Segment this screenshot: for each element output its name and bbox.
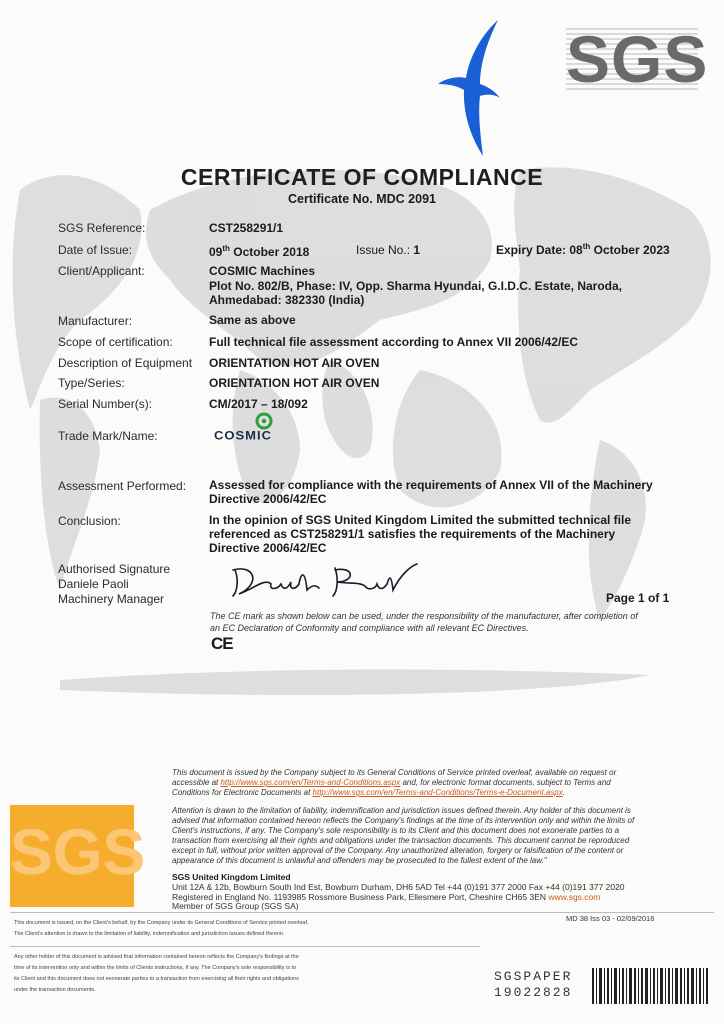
- client-label: Client/Applicant:: [58, 264, 145, 278]
- client-address-line1: Plot No. 802/B, Phase: IV, Opp. Sharma Hyundai, G.I.D.C. Estate, Naroda,: [209, 279, 622, 293]
- footer-divider: [10, 912, 714, 913]
- e-document-terms-link[interactable]: http://www.sgs.com/en/Terms-and-Conditions/Terms-e-Document.aspx: [312, 788, 563, 797]
- conclusion-label: Conclusion:: [58, 514, 121, 528]
- serial-label: Serial Number(s):: [58, 397, 153, 411]
- description-label: Description of Equipment: [58, 356, 193, 370]
- signatory-name: Daniele Paoli: [58, 577, 129, 591]
- sgs-reference-value: CST258291/1: [209, 221, 284, 235]
- company-address: Unit 12A & 12b, Bowburn South Ind Est, Bowburn Durham, DH6 5AD Tel +44 (0)191 377 2000 Fax +44 (0)191 377 2020 Registered in England No. 1193985 Rossmore Business Park, Ellesmere Port, Cheshire CH65 3EN www.sgs.com Member of SGS Group (SGS SA): [172, 882, 625, 911]
- trademark-label: Trade Mark/Name:: [58, 429, 158, 443]
- ce-mark-note: The CE mark as shown below can be used, under the responsibility of the manufacturer, after completion of an EC Declaration of Conformity and compliance with all relevant EC Directives.: [210, 611, 638, 633]
- scope-value: Full technical file assessment according to Annex VII 2006/42/EC: [209, 335, 579, 349]
- sgs-bird-logo: [428, 18, 506, 158]
- footer-terms-paragraph: This document is issued by the Company subject to its General Conditions of Service printed overleaf, available on request or accessible at http://www.sgs.com/en/Terms-and-Conditions.aspx and, for electronic format documents, subject to Terms and Conditions for Electronic Documents at http://www.sgs.com/en/Terms-and-Conditions/Terms-e-Document.aspx.: [172, 768, 617, 797]
- sgs-orange-logo: SGS: [10, 805, 134, 907]
- assessment-value: Assessed for compliance with the requirements of Annex VII of the Machinery Directive 2006/42/EC: [209, 478, 653, 506]
- small-print-2: Any other holder of this document is advised that information contained hereon reflects the Company's findings at the time of its intervention only and within the limits of Clients instructions, if any. The Company's sole responsibility is to its Client and this document does not exonerate parties to a transaction from exercising all their rights and obligations under the transaction documents.: [14, 954, 299, 993]
- document-reference: MD 38 Iss 03 - 02/09/2016: [566, 914, 655, 923]
- small-print-1: This document is issued, on the Client's behalf, by the Company under its General Conditions of Service printed overleaf. The Client's attention is drawn to the limitation of liability, indemnification and jurisdiction issues defined therein.: [14, 920, 309, 937]
- handwritten-signature: [225, 560, 420, 602]
- ce-mark-icon: CE: [211, 634, 233, 653]
- client-name: COSMIC Machines: [209, 264, 316, 278]
- page-indicator: Page 1 of 1: [606, 591, 670, 605]
- assessment-label: Assessment Performed:: [58, 479, 187, 493]
- type-series-value: ORIENTATION HOT AIR OVEN: [209, 376, 380, 390]
- conclusion-value: In the opinion of SGS United Kingdom Limited the submitted technical file referenced as CST258291/1 satisfies the requirements of the Machinery Directive 2006/42/EC: [209, 513, 632, 555]
- issue-no-value: 1: [413, 243, 421, 257]
- sgs-paper-serial: [494, 969, 572, 1001]
- signatory-block: [58, 562, 170, 607]
- scope-label: Scope of certification:: [58, 335, 173, 349]
- authorised-signature-label: Authorised Signature: [58, 562, 171, 576]
- sgs-paper-number: 19022828: [494, 985, 573, 1000]
- footer-divider-2: [10, 946, 480, 947]
- certificate-title: CERTIFICATE OF COMPLIANCE: [180, 164, 544, 190]
- serial-value: CM/2017 – 18/092: [209, 397, 308, 411]
- barcode-icon: [592, 968, 708, 1004]
- date-of-issue-label: Date of Issue:: [58, 243, 133, 257]
- sgs-website-link[interactable]: www.sgs.com: [548, 891, 601, 902]
- date-of-issue-value: 09th October 2018: [209, 244, 310, 259]
- manufacturer-value: Same as above: [209, 313, 296, 327]
- certificate-number: Certificate No. MDC 2091: [288, 192, 436, 206]
- issue-no-label: Issue No.:: [356, 243, 411, 257]
- footer-liability-paragraph: Attention is drawn to the limitation of liability, indemnification and jurisdiction issues defined therein. Any holder of this document is advised that information contained hereon reflects the Company's findings at the time of its intervention only and within the limits of Client's instructions, if any. The Company's sole responsibility is to its Client and this document does not exonerate parties to a transaction from exercising all their rights and obligations under the transaction documents. This document cannot be reproduced except in full, without prior written approval of the Company. Any unauthorized alteration, forgery or falsification of the content or appearance of this document is unlawful and offenders may be prosecuted to the fullest extent of the law.": [172, 806, 635, 865]
- terms-link[interactable]: http://www.sgs.com/en/Terms-and-Conditions.aspx: [220, 778, 401, 787]
- sgs-paper-label: SGSPAPER: [494, 969, 573, 984]
- cosmic-trademark-logo: [212, 412, 284, 451]
- sgs-reference-label: SGS Reference:: [58, 221, 146, 235]
- company-name: SGS United Kingdom Limited: [172, 872, 291, 882]
- description-value: ORIENTATION HOT AIR OVEN: [209, 356, 380, 370]
- issue-no: [356, 243, 420, 257]
- cosmic-logo-text: COSMIC: [214, 428, 272, 443]
- client-address-line2: Ahmedabad: 382330 (India): [209, 293, 365, 307]
- signatory-title: Machinery Manager: [58, 592, 165, 606]
- expiry-date: Expiry Date: 08th October 2023: [496, 242, 670, 257]
- manufacturer-label: Manufacturer:: [58, 314, 133, 328]
- sgs-logo: SGS: [566, 22, 709, 96]
- type-series-label: Type/Series:: [58, 376, 125, 390]
